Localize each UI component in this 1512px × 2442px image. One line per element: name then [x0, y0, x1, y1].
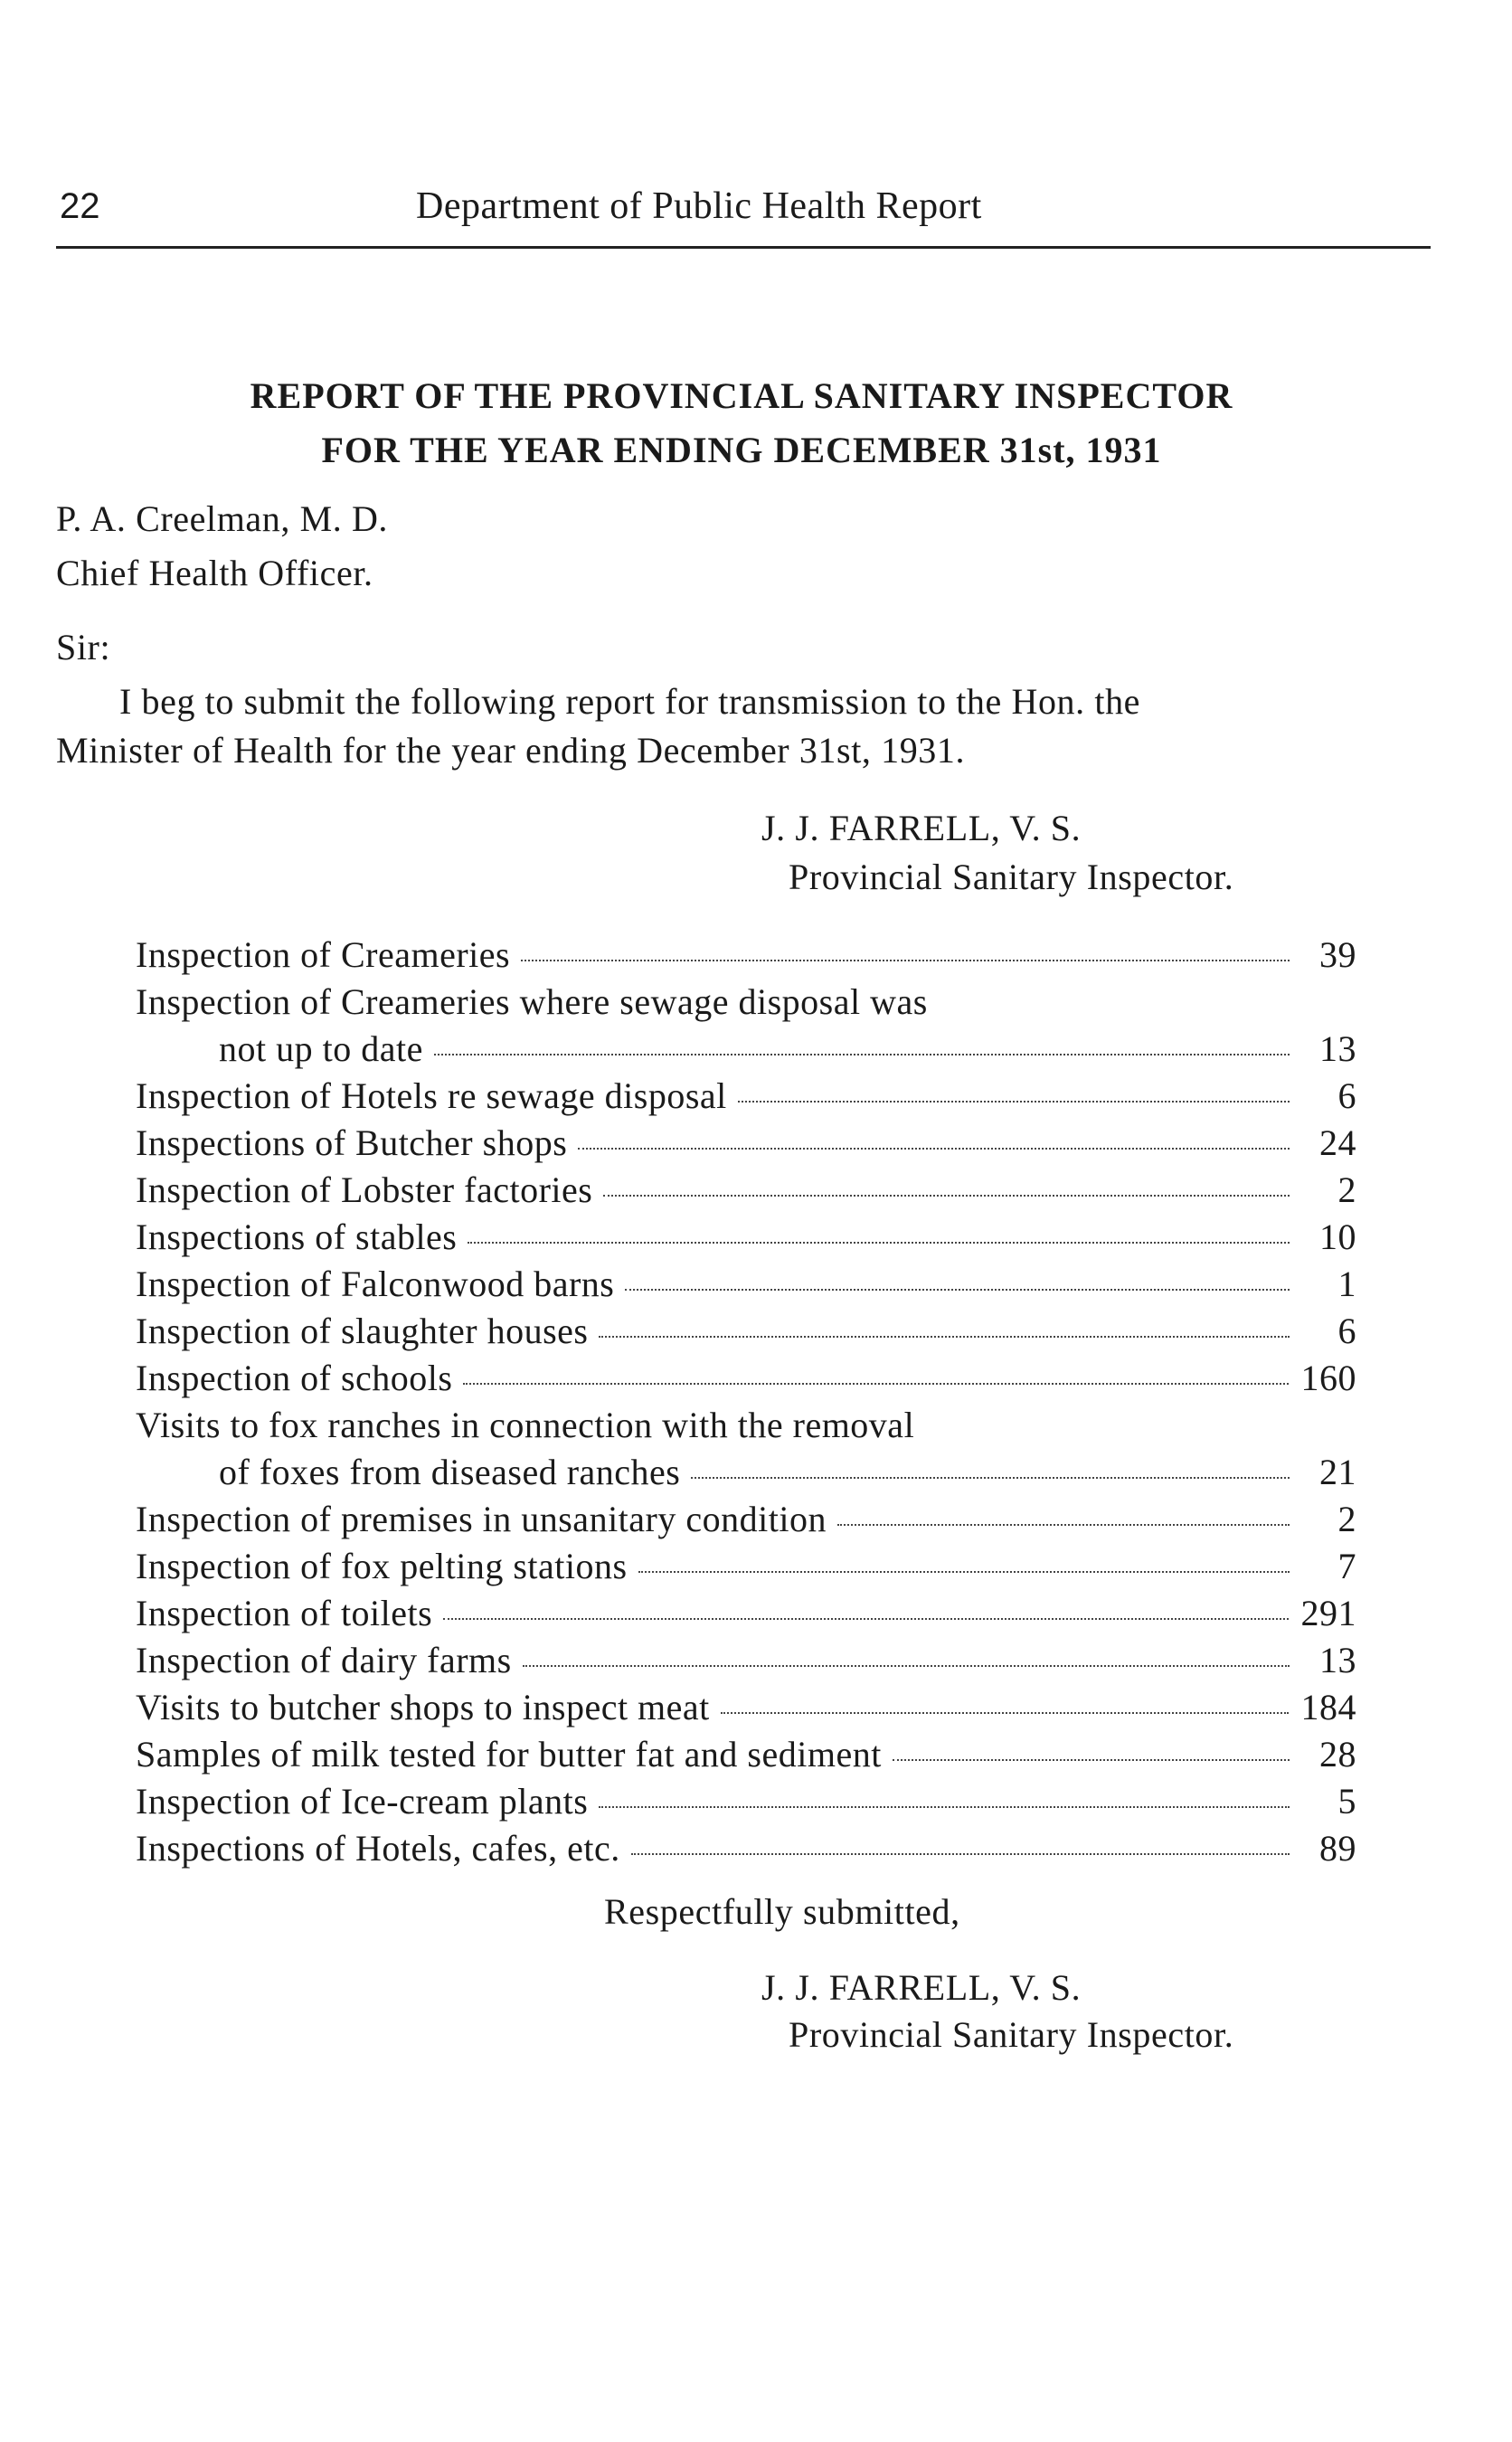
- report-title-line-1: REPORT OF THE PROVINCIAL SANITARY INSPECTOR: [250, 375, 1233, 416]
- list-item-count: 6: [1337, 1311, 1356, 1351]
- list-item-count: 24: [1319, 1122, 1356, 1163]
- list-item: [136, 1451, 1356, 1498]
- closing-signature-title: Provincial Sanitary Inspector.: [789, 2014, 1234, 2055]
- signature-title: Provincial Sanitary Inspector.: [789, 857, 1234, 897]
- list-item-count: 39: [1319, 934, 1356, 975]
- list-item-label: Inspection of fox pelting stations: [136, 1546, 628, 1586]
- list-item-count: 13: [1319, 1640, 1356, 1680]
- dot-leader: [837, 1524, 1290, 1526]
- list-item-count: 160: [1300, 1358, 1356, 1398]
- list-item: [136, 1310, 1356, 1357]
- closing-line: Respectfully submitted,: [604, 1891, 960, 1932]
- list-item: [136, 1545, 1356, 1592]
- list-item-label: Inspection of premises in unsanitary condition: [136, 1499, 827, 1539]
- dot-leader: [721, 1712, 1289, 1714]
- list-item-count: 184: [1300, 1687, 1356, 1727]
- list-item-count: 5: [1337, 1781, 1356, 1822]
- dot-leader: [599, 1336, 1290, 1338]
- list-item: [136, 1686, 1356, 1733]
- dot-leader: [521, 960, 1290, 961]
- list-item-count: 13: [1319, 1028, 1356, 1069]
- list-item-continuation: of foxes from diseased ranches: [219, 1452, 681, 1492]
- addressee-name: P. A. Creelman, M. D.: [56, 498, 389, 539]
- list-item-count: 10: [1319, 1216, 1356, 1257]
- body-paragraph-line-2: Minister of Health for the year ending December 31st, 1931.: [56, 730, 966, 771]
- list-item: [136, 1122, 1356, 1169]
- list-item-label: Inspection of schools: [136, 1358, 453, 1398]
- dot-leader: [631, 1853, 1290, 1855]
- dot-leader: [738, 1101, 1290, 1103]
- signature-name: J. J. FARRELL, V. S.: [761, 808, 1082, 848]
- list-item-label: Visits to butcher shops to inspect meat: [136, 1687, 710, 1727]
- list-item-label: Visits to fox ranches in connection with the removal: [136, 1405, 915, 1445]
- list-item-count: 2: [1337, 1169, 1356, 1210]
- list-item-label: Inspection of dairy farms: [136, 1640, 512, 1680]
- addressee-title: Chief Health Officer.: [56, 553, 373, 593]
- list-item: [136, 1263, 1356, 1310]
- list-item-label-line: [136, 1404, 1356, 1451]
- list-item-label: Inspection of Lobster factories: [136, 1169, 593, 1210]
- list-item-count: 7: [1337, 1546, 1356, 1586]
- report-title-line-2: FOR THE YEAR ENDING DECEMBER 31st, 1931: [321, 430, 1162, 470]
- list-item-label: Inspection of toilets: [136, 1593, 433, 1633]
- list-item-label: Inspections of stables: [136, 1216, 458, 1257]
- list-item-label: Inspection of Hotels re sewage disposal: [136, 1075, 727, 1116]
- dot-leader: [523, 1665, 1290, 1667]
- page-header: [56, 181, 1431, 249]
- dot-leader: [434, 1054, 1290, 1055]
- dot-leader: [893, 1759, 1290, 1761]
- list-item: [136, 1074, 1356, 1122]
- list-item: [136, 933, 1356, 980]
- list-item-label: Inspections of Butcher shops: [136, 1122, 568, 1163]
- list-item-label: Inspection of Ice-cream plants: [136, 1781, 589, 1822]
- list-item-count: 28: [1319, 1734, 1356, 1775]
- list-item-count: 21: [1319, 1452, 1356, 1492]
- list-item-count: 291: [1300, 1593, 1356, 1633]
- dot-leader: [603, 1195, 1290, 1197]
- list-item: [136, 1169, 1356, 1216]
- list-item-label: Samples of milk tested for butter fat and sediment: [136, 1734, 882, 1775]
- list-item: [136, 1639, 1356, 1686]
- dot-leader: [443, 1618, 1288, 1620]
- page-number: 22: [60, 186, 100, 226]
- list-item-count: 6: [1337, 1075, 1356, 1116]
- list-item-count: 89: [1319, 1828, 1356, 1869]
- list-item-label: Inspection of Creameries where sewage disposal was: [136, 981, 928, 1022]
- list-item-count: 2: [1337, 1499, 1356, 1539]
- list-item: [136, 1498, 1356, 1545]
- inspection-list: [136, 933, 1356, 1874]
- list-item: [136, 1733, 1356, 1780]
- list-item-label: Inspection of Creameries: [136, 934, 511, 975]
- list-item-label: Inspection of slaughter houses: [136, 1311, 589, 1351]
- dot-leader: [638, 1571, 1290, 1573]
- list-item: [136, 1780, 1356, 1827]
- dot-leader: [625, 1289, 1290, 1291]
- list-item-count: 1: [1337, 1264, 1356, 1304]
- list-item: [136, 1216, 1356, 1263]
- dot-leader: [691, 1477, 1290, 1479]
- closing-signature-name: J. J. FARRELL, V. S.: [761, 1967, 1082, 2008]
- list-item-label: Inspections of Hotels, cafes, etc.: [136, 1828, 620, 1869]
- running-title: Department of Public Health Report: [416, 185, 982, 227]
- list-item: [136, 1357, 1356, 1404]
- dot-leader: [468, 1242, 1290, 1244]
- salutation: Sir:: [56, 627, 111, 667]
- list-item-continuation: not up to date: [219, 1028, 423, 1069]
- list-item-label: Inspection of Falconwood barns: [136, 1264, 615, 1304]
- dot-leader: [599, 1806, 1290, 1808]
- list-item-label-line: [136, 980, 1356, 1027]
- dot-leader: [463, 1383, 1288, 1385]
- list-item: [136, 1592, 1356, 1639]
- body-paragraph-line-1: I beg to submit the following report for transmission to the Hon. the: [119, 681, 1141, 722]
- dot-leader: [578, 1148, 1290, 1150]
- list-item: [136, 1827, 1356, 1874]
- list-item: [136, 1027, 1356, 1074]
